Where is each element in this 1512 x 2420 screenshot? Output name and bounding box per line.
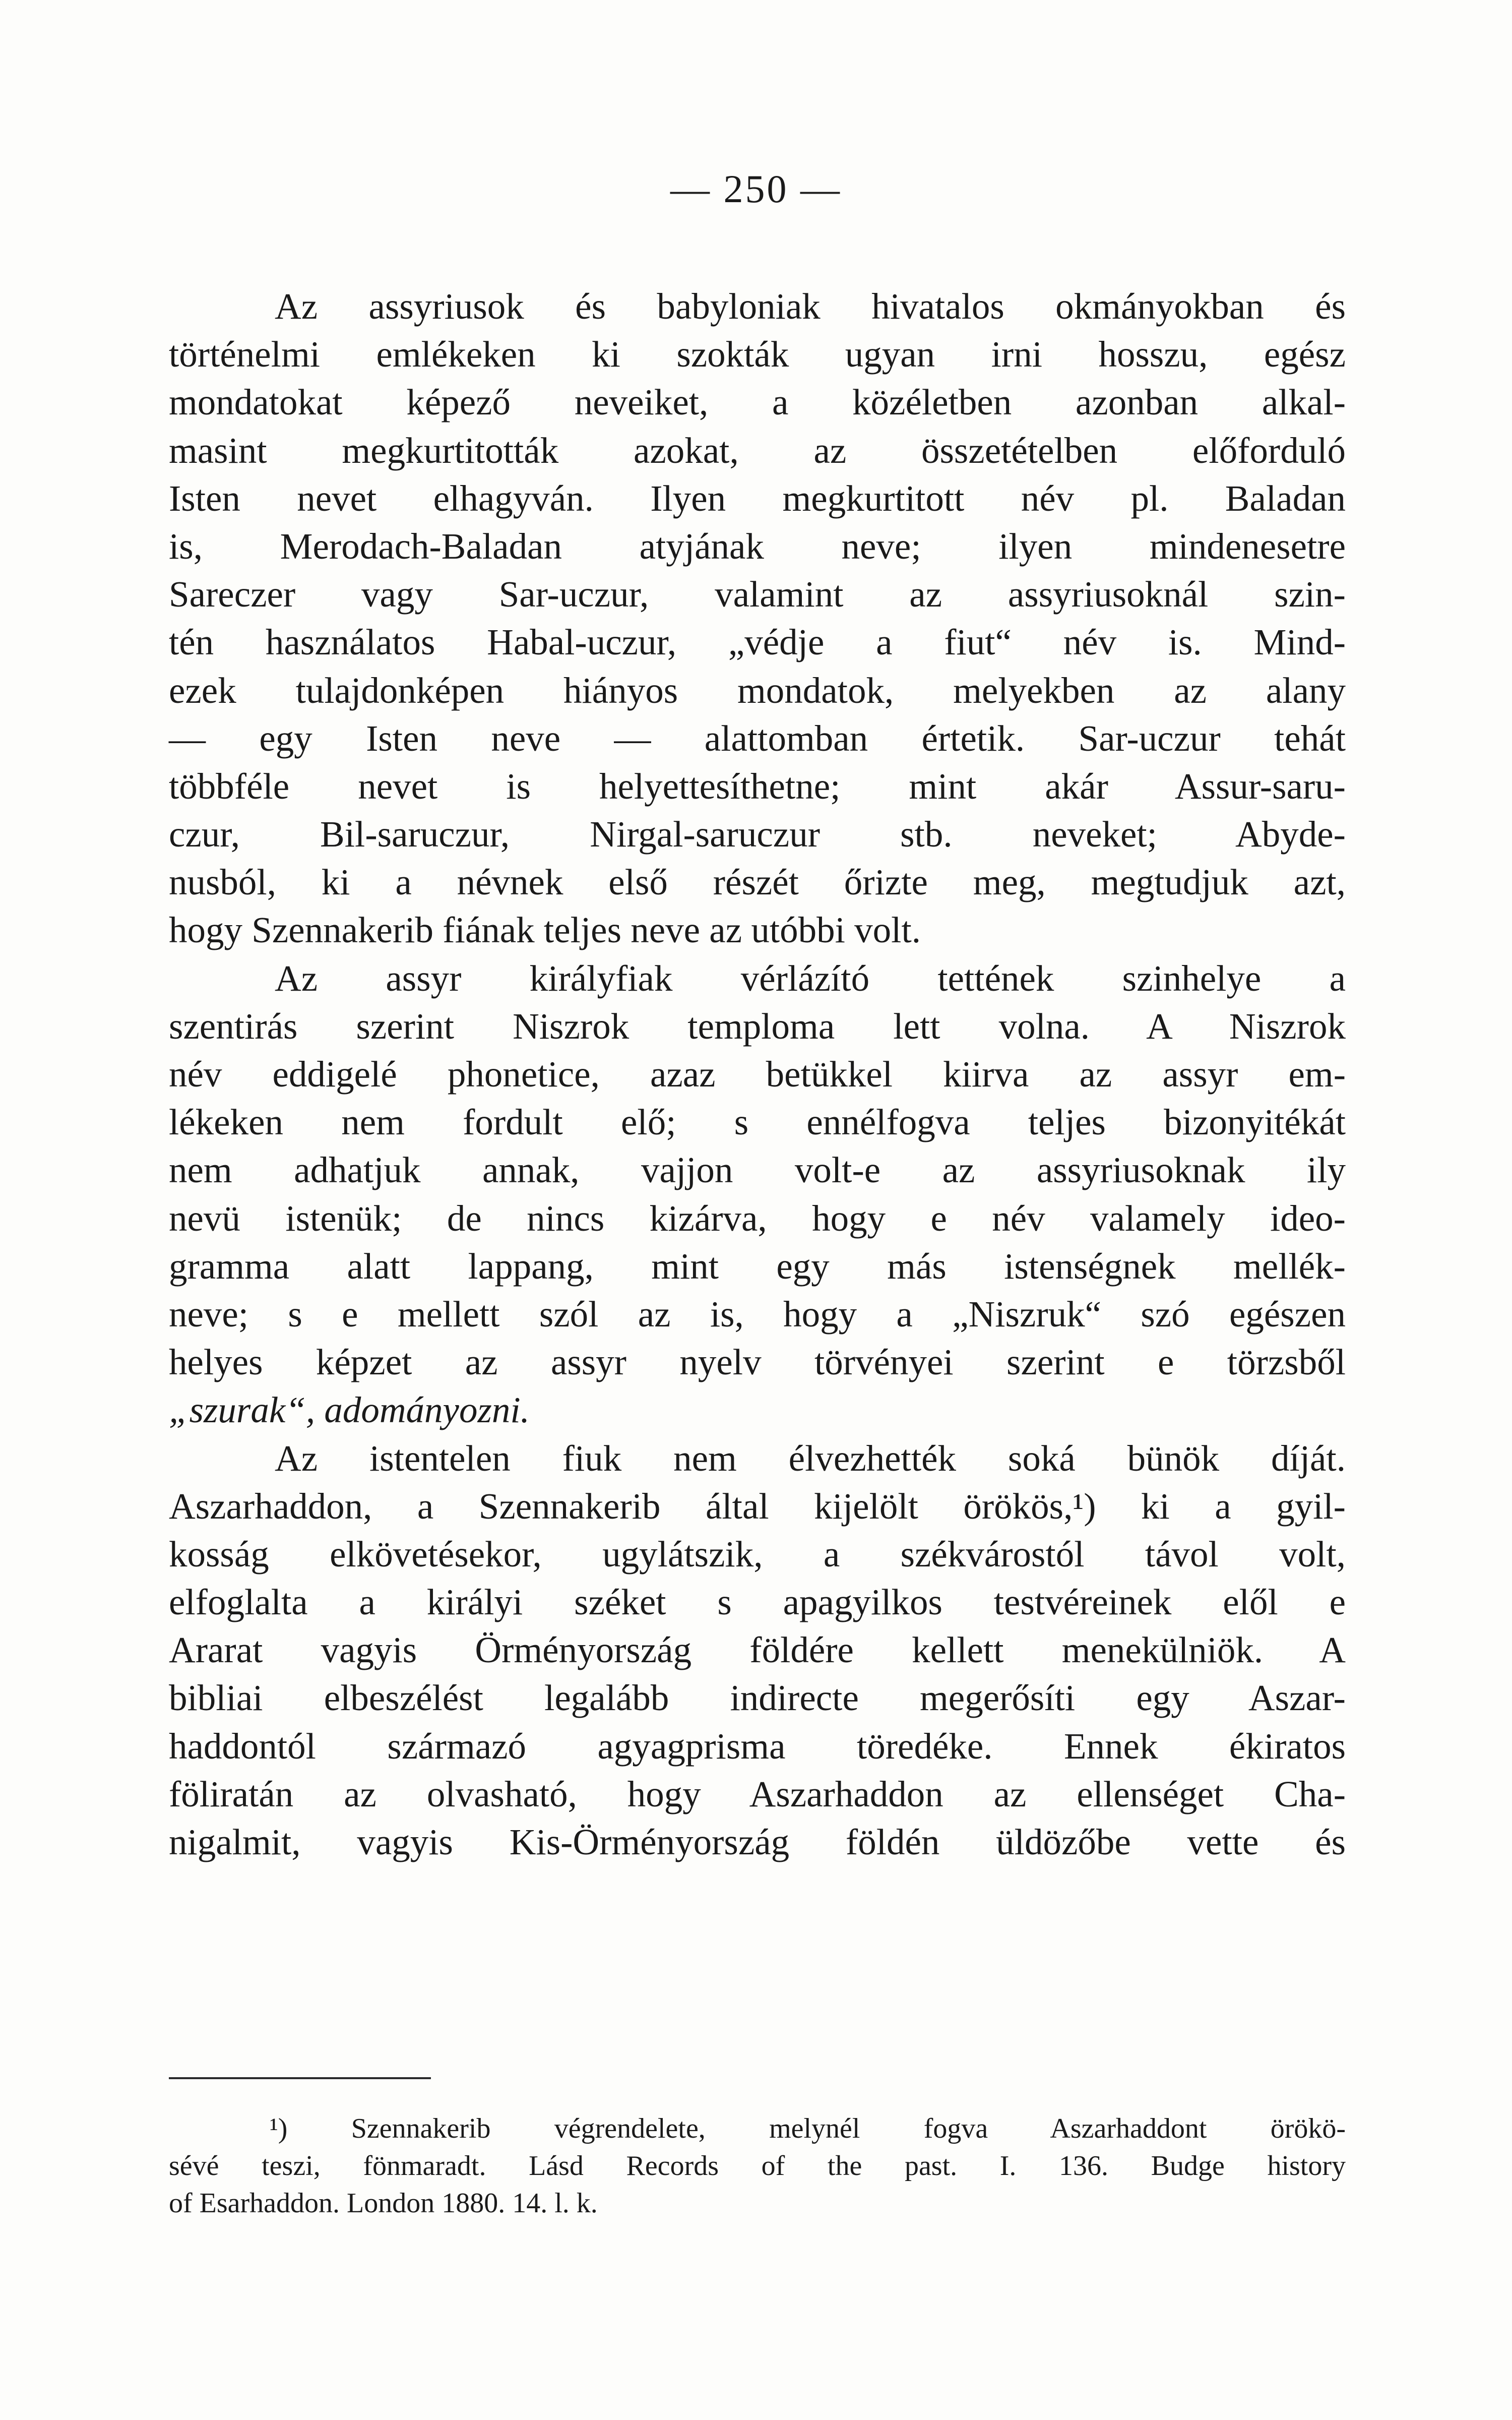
text-line: nusból, ki a névnek első részét őrizte meg, megtudjuk azt,	[169, 862, 1346, 903]
body-text	[169, 282, 1346, 1866]
text-line: tén használatos Habal-uczur, „védje a fiut“ név is. Mind-	[169, 622, 1346, 663]
text-line: helyes képzet az assyr nyelv törvényei szerint e törzsből	[169, 1342, 1346, 1383]
text-line: lékeken nem fordult elő; s ennélfogva teljes bizonyitékát	[169, 1102, 1346, 1143]
text-line: Az istentelen fiuk nem élvezhették soká bünök díját.	[275, 1437, 1346, 1479]
text-line: Isten nevet elhagyván. Ilyen megkurtitott név pl. Baladan	[169, 477, 1346, 519]
text-line: — egy Isten neve — alattomban értetik. Sar-uczur tehát	[169, 717, 1346, 759]
text-line: elfoglalta a királyi széket s apagyilkos testvéreinek elől e	[169, 1582, 1346, 1623]
footnote	[169, 2110, 1346, 2222]
text-line: hogy Szennakerib fiának teljes neve az utóbbi volt.	[169, 910, 921, 951]
text-line: Az assyriusok és babyloniak hivatalos okmányokban és	[275, 286, 1346, 327]
text-line: Ararat vagyis Örményország földére kellett menekülniök. A	[169, 1629, 1346, 1671]
page-number: — 250 —	[670, 167, 842, 211]
text-line: Sareczer vagy Sar-uczur, valamint az assyriusoknál szin-	[169, 574, 1346, 615]
text-line: Aszarhaddon, a Szennakerib által kijelölt örökös,¹) ki a gyil-	[169, 1485, 1346, 1527]
text-line: haddontól származó agyagprisma töredéke. Ennek ékiratos	[169, 1725, 1346, 1767]
text-line: nigalmit, vagyis Kis-Örményország földén üldözőbe vette és	[169, 1822, 1346, 1862]
footnote-line: ¹) Szennakerib végrendelete, melynél fogva Aszarhaddont örökö-	[270, 2113, 1346, 2144]
text-line: kosság elkövetésekor, ugylátszik, a székvárostól távol volt,	[169, 1533, 1346, 1575]
text-line: történelmi emlékeken ki szokták ugyan irni hosszu, egész	[169, 334, 1346, 375]
text-line: többféle nevet is helyettesíthetne; mint akár Assur-saru-	[169, 765, 1346, 807]
text-line: czur, Bil-saruczur, Nirgal-saruczur stb. neveket; Abyde-	[169, 814, 1346, 855]
text-line: nevü istenük; de nincs kizárva, hogy e név valamely ideo-	[169, 1197, 1346, 1239]
text-line: neve; s e mellett szól az is, hogy a „Niszruk“ szó egészen	[169, 1293, 1346, 1335]
text-line: föliratán az olvasható, hogy Aszarhaddon az ellenséget Cha-	[169, 1773, 1346, 1814]
text-line: bibliai elbeszélést legalább indirecte megerősíti egy Aszar-	[169, 1677, 1346, 1719]
footnote-line: of Esarhaddon. London 1880. 14. l. k.	[169, 2188, 598, 2219]
text-line: név eddigelé phonetice, azaz betükkel kiirva az assyr em-	[169, 1054, 1346, 1095]
text-line: nem adhatjuk annak, vajjon volt-e az assyriusoknak ily	[169, 1150, 1346, 1191]
text-line: mondatokat képező neveiket, a közéletben azonban alkal-	[169, 382, 1346, 423]
text-line: Az assyr királyfiak vérlázító tettének szinhelye a	[275, 957, 1346, 999]
text-line: gramma alatt lappang, mint egy más istenségnek mellék-	[169, 1245, 1346, 1287]
text-line: szentirás szerint Niszrok temploma lett volna. A Niszrok	[169, 1005, 1346, 1047]
footnote-line: sévé teszi, fönmaradt. Lásd Records of the past. I. 136. Budge history	[169, 2150, 1346, 2182]
text-line: ezek tulajdonképen hiányos mondatok, melyekben az alany	[169, 670, 1346, 711]
text-line: „szurak“, adományozni.	[169, 1389, 530, 1431]
text-line: is, Merodach-Baladan atyjának neve; ilyen mindenesetre	[169, 525, 1346, 567]
text-line: masint megkurtitották azokat, az összetételben előforduló	[169, 430, 1346, 471]
footnote-divider	[169, 2077, 431, 2079]
